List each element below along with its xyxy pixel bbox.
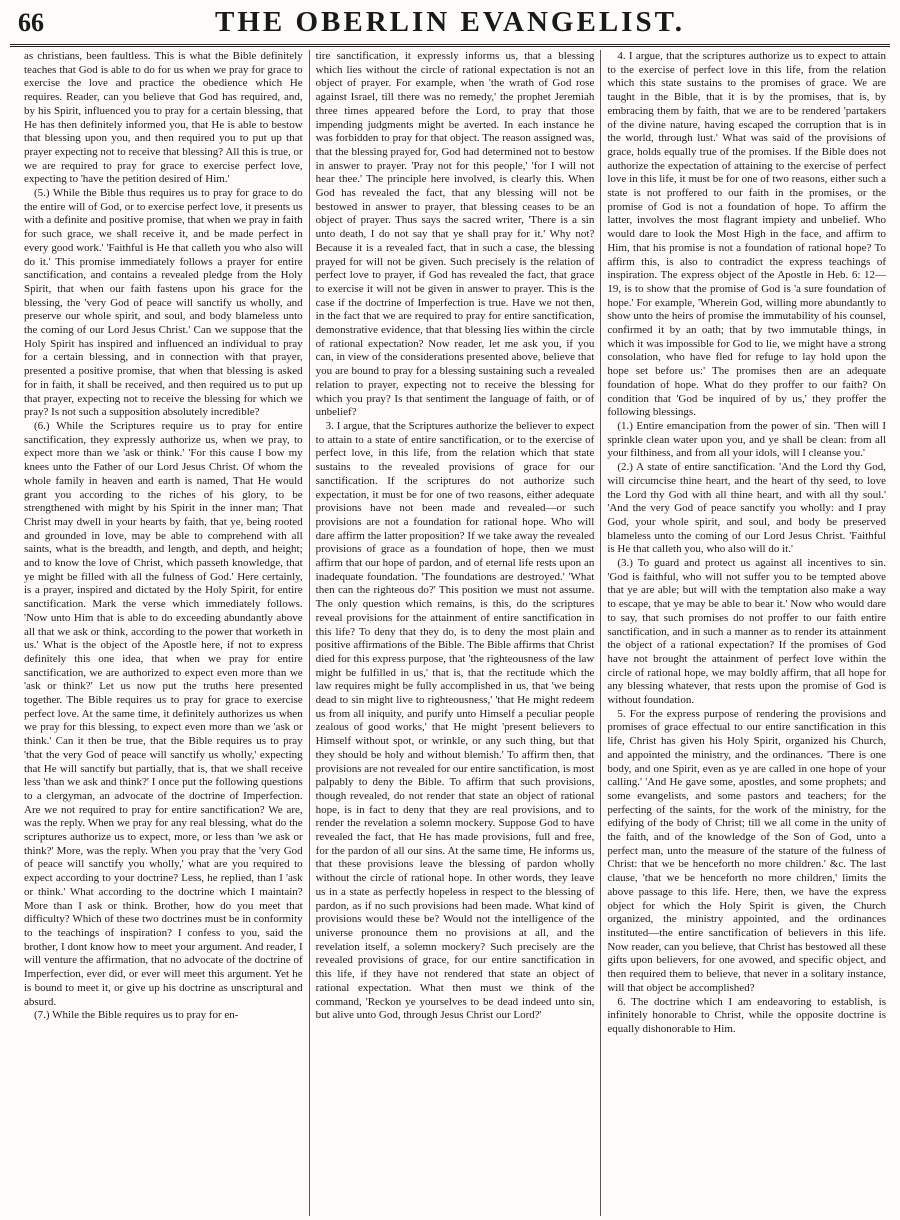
paragraph: (5.) While the Bible thus requires us to pray for grace to do the entire will of God, or to exercise perfect love, it presents us with a definite and positive promise, that when we pray in faith for such grace, we shall receive it, and be made perfect in every good work.' 'Faithful is He that calleth you who also will do it.' This promise immediately follows a prayer for entire sanctification, and contains a revealed pledge from the Holy Spirit, that when our faith fastens upon his grace for the blessing, the 'very God of peace will sanctify us wholly, and preserve our whole spirit, and soul, and body blameless unto the coming of our Lord Jesus Christ.' Can we suppose that the Holy Spirit has inspired and influenced an individual to pray for a certain blessing, and in connection with that prayer, presented a positive promise, that when that blessing is asked for in faith, it shall be received, and then required us to put up that prayer, expecting not to receive the blessing for which we pray? Is not such a supposition absolutely incredible?	[24, 187, 303, 419]
paragraph: as christians, been faultless. This is what the Bible definitely teaches that God is able to do for us when we pray for grace to exercise the love and practice the obedience which He requires. Reader, can you believe that God has required, and, by his Spirit, influenced you to pray for a certain blessing, that He has then definitely informed you, that He is able to bestow that blessing upon you, and then required you to put up that prayer expecting not to receive that blessing? All this is true, or we are required to pray for grace to exercise perfect love, expecting to 'have the petition desired of Him.'	[24, 50, 303, 186]
paragraph: (2.) A state of entire sanctification. 'And the Lord thy God, will circumcise thine heart, and the heart of thy seed, to love the Lord thy God with all thine heart, and with all thy soul.' 'And the very God of peace sanctify you wholly: and I pray God, your whole spirit, and soul, and body be preserved blameless unto the coming of our Lord Jesus Christ. 'Faithful is He that calleth you, who also will do it.'	[607, 461, 887, 556]
column-3	[600, 50, 892, 1216]
column-1	[18, 50, 309, 1216]
paragraph: 6. The doctrine which I am endeavoring to establish, is infinitely honorable to Christ, while the opposite doctrine is equally dishonorable to Him.	[607, 995, 887, 1035]
page-title: THE OBERLIN EVANGELIST.	[214, 6, 686, 38]
paragraph: (1.) Entire emancipation from the power of sin. 'Then will I sprinkle clean water upon you, and ye shall be clean: from all your filthiness, and from all your idols, will I cleanse you.'	[607, 419, 887, 460]
paragraph: (6.) While the Scriptures require us to pray for entire sanctification, they expressly authorize us, when we pray, to expect more than we 'ask or think.' 'For this cause I bow my knees unto the Father of our Lord Jesus Christ. Of whom the whole family in heaven and earth is named, That He would grant you according to the riches of his glory, to be strengthened with might by his Spirit in the inner man; That Christ may dwell in your hearts by faith, that ye, being rooted and grounded in love, may be able to comprehend with all saints, what is the breadth, and length, and depth, and height; and to know the love of Christ, which passeth knowledge, that ye might be filled with all the fulness of God.' Here certainly, is a prayer, inspired and dictated by the Holy Spirit, for entire sanctification. Mark the verse which immediately follows. 'Now unto Him that is able to do exceeding abundantly above all that we ask or think, according to the power that worketh in us.' What is the object of the Apostle here, if not to express definitely this one idea, that when we pray for entire sanctification, we are authorized to expect even more than we 'ask or think?' Let us now put the truths here presented together. The Bible requires us to pray for grace to exercise perfect love. At the same time, it definitely authorizes us when we pray for this blessing, to expect even more than we 'ask or think.' Can it then be true, that the Bible requires us to pray 'that the very God of peace will sanctify us wholly,' expecting that He will sanctify but partially, that is, that we shall receive less 'than we ask and think?' I once put the following questions to a clergyman, an advocate of the doctrine of Imperfection. Are we not required to pray for entire sanctification? We are, was the reply. When we pray for any real blessing, what do the scriptures authorize us to expect, more, or less than 'we ask or think?' More, was the reply. When you pray that the 'very God of peace will sanctify you wholly,' what are you required to expect according to your doctrine? Less, he replied, than I 'ask or think.' What according to the doctrine which I maintain? More than I ask or think. Brother, how do you meet that difficulty? Which of these two doctrines must be in conformity to the teachings of inspiration? I confess to you, said the brother, I dont know how to meet your argument. And reader, I will venture the affirmation, that no advocate of the doctrine of Imperfection, ever did, or ever will meet this argument. Yet he is bound to meet it, or give up his doctrine as unscriptural and absurd.	[24, 419, 303, 1008]
column-2	[309, 50, 601, 1216]
page-number: 66	[18, 8, 44, 37]
text-columns	[18, 50, 892, 1216]
paragraph: tire sanctification, it expressly informs us, that a blessing which lies without the circle of rational expectation is not an object of prayer. For example, when 'the wrath of God rose against Israel, till there was no remedy,' the prophet Jeremiah three times appeared before the Lord, to pray that those impending judgments might be averted. In each instance he was forbidden to pray for that object. The reason assigned was, that the blessing prayed for, God had determined not to bestow in answer to prayer. 'Pray not for this people,' 'for I will not hear thee.' The principle here involved, is clearly this. When God has revealed the fact, that any blessing will not be bestowed in answer to prayer, that blessing ceases to be an object of prayer. Thus says the sacred writer, 'There is a sin unto death, I do not say that ye shall pray for it.' Why not? Because it is a revealed fact, that in such a case, the blessing prayed for will not be given. Such precisely is the relation of perfect love to prayer, if God has revealed the fact, that grace to exercise it will not be given in answer to prayer. This is the case if the doctrine of Imperfection is true. Have we not then, in the fact that we are required to pray for entire sanctification, demonstrative evidence, that that blessing lies within the circle of rational expectation? Now reader, let me ask you, if you can, in view of the considerations presented above, believe that you are bound to pray for a blessing sustaining such a revealed relation to prayer, expecting not to receive the blessing for which you pray? Is that sentiment the language of faith, or of unbelief?	[315, 50, 595, 419]
paragraph: 5. For the express purpose of rendering the provisions and promises of grace effectual to our entire sanctification in this life, Christ has given his Holy Spirit, organized his Church, and appointed the ministry, and the ordinances. 'There is one body, and one Spirit, even as ye are called in one hope of your calling.' 'And He gave some, apostles, and some prophets; and some evangelists, and some pastors and teachers; for the perfecting of the saints, for the work of the ministry, for the edifying of the body of Christ; till we all come in the unity of the faith, and of the knowledge of the Son of God, unto a perfect man, unto the measure of the stature of the fulness of Christ: that we be henceforth no more children.' &c. The last clause, 'that we be henceforth no more children,' limits the above passage to this life. Here, then, we have the express object for which the Holy Spirit is given, the Church organized, the ministry appointed, and the ordinances instituted—the entire sanctification of believers in this life. Now reader, can you believe, that Christ has bestowed all these gifts upon believers, for one avowed, and specific object, and then required them to believe, that never in a solitary instance, will that object be accomplished?	[607, 707, 887, 994]
paragraph: (3.) To guard and protect us against all incentives to sin. 'God is faithful, who will not suffer you to be tempted above that ye are able; but will with the temptation also make a way to escape, that ye may be able to bear it.' Now who would dare to say, that such promises do not proffer to our faith entire sanctification, and in such a manner as to render its attainment the object of a rational expectation? If the promises of God have not brought the attainment of perfect love within the circle of rational hope, we may boldly affirm, that all hope for any blessing whatever, that rests upon the promise of God is without foundation.	[607, 557, 887, 707]
paragraph: (7.) While the Bible requires us to pray for en-	[34, 1009, 239, 1022]
masthead	[10, 0, 890, 47]
paragraph: 4. I argue, that the scriptures authorize us to expect to attain to the exercise of perfect love in this life, from the relation which this state sustains to the promises of grace. We are taught in the Bible, that it is by the promises, that is, by embracing them by faith, that we are to be rendered 'partakers of the divine nature, having escaped the corruption that is in the world, through lust.' What was said of the provisions of grace, holds equally true of the promises. If the Bible does not authorize the expectation of attaining to the exercise of perfect love in this life, it must be for one of two reasons, either such a state is not proffered to our faith in the promises, or the promise of God is not a foundation of hope. To affirm the latter, involves the most flagrant impiety and unbelief. Who would dare to look the Most High in the face, and affirm to Him, that his promise is not a foundation of rational hope? To affirm this, is also to contradict the express teachings of inspiration. The express object of the Apostle in Heb. 6: 12—19, is to show that the promise of God is 'a sure foundation of hope.' For example, 'Wherein God, willing more abundantly to show unto the heirs of promise the immutability of his counsel, confirmed it by an oath; that by two immutable things, in which it was impossible for God to lie, we might have a strong consolation, who have fled for refuge to lay hold upon the hope set before us:' The promises then are an adequate foundation of hope. What do they proffer to our faith? On condition that 'God be inquired of by us,' they proffer the following blessings.	[607, 50, 887, 419]
paragraph: 3. I argue, that the Scriptures authorize the believer to expect to attain to a state of entire sanctification, or to the exercise of perfect love, in this life, from the relation which that state sustains to the revealed provisions of grace for our sanctification. If the scriptures do not authorize such expectation, it must be for one of two reasons, either adequate provisions have not been made and revealed—or such provisions are not a foundation for rational hope. Who will dare affirm the latter proposition? If we take away the revealed provisions of grace as a foundation of hope, then we must affirm that our hope of pardon, and of eternal life rests upon an inadequate foundation. 'The foundations are destroyed.' 'What then can the righteous do?' This position we must not assume. The only question which remains, is this, do the scriptures reveal provisions for the attainment of entire sanctification in this life? To deny that they do, is to deny the most plain and positive affirmations of the Bible. The Bible affirms that Christ died for this express purpose, that 'the righteousness of the law might be fulfilled in us,' that is, that the rectitude which the law requires might be fully accomplished in us, that 'we being dead to sin might live to righteousness,' 'that He might redeem us from all iniquity, and purify unto Himself a peculiar people zealous of good works,' that He might 'present believers to Himself without spot, or wrinkle, or any such thing, but that they should be holy and without blemish.' To affirm then, that provisions are not revealed for our entire sanctification, is most palpably to deny the Bible. To affirm that such provisions, though revealed, do not render that state an object of rational hope, is in fact to deny that they are real provisions, and to render the revelation a solemn mockery. Suppose God to have revealed the fact, that He has made provisions, full and free, for the pardon of all our sins. At the same time, He informs us, that these provisions leave the blessing of pardon wholly without the circle of rational hope. In other words, they leave us in a state as perfectly hopeless in respect to the blessing of pardon, as if no such provisions had been made. What kind of provisions would these be? Would not the intelligence of the universe pronounce them no provisions at all, and the revelation itself, a solemn mockery? Such precisely are the revealed provisions of grace, for our entire sanctification in this life, if they have not rendered that state an object of rational expectation. What then must we think of the command, 'Reckon ye yourselves to be dead indeed unto sin, but alive unto God, through Jesus Christ our Lord?'	[315, 419, 595, 1022]
